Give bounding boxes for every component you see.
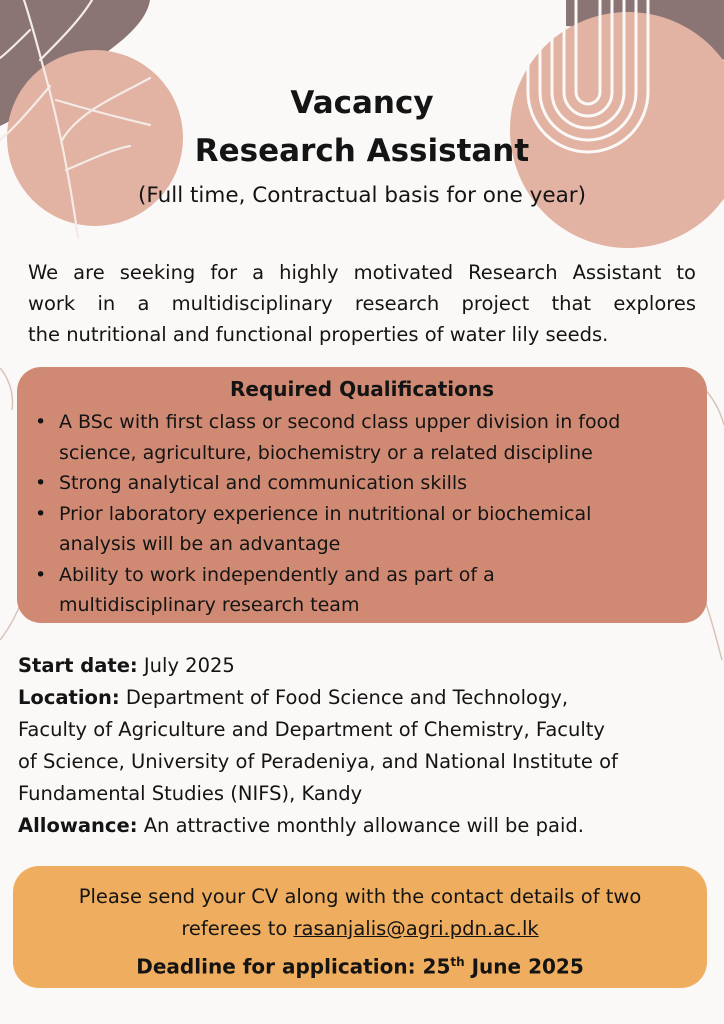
title-position: Research Assistant [194, 133, 530, 169]
bullet-icon: • [35, 411, 47, 433]
application-box [13, 866, 707, 988]
start-date-value: July 2025 [137, 654, 235, 677]
qualification-item [17, 560, 707, 621]
qualifications-heading: Required Qualifications [229, 377, 494, 401]
cta-line [13, 913, 707, 945]
location-line: Fundamental Studies (NIFS), Kandy [18, 782, 363, 805]
qualifications-list [17, 407, 707, 621]
location [18, 682, 718, 810]
allowance-value: An attractive monthly allowance will be paid. [137, 814, 584, 837]
qualification-text: analysis will be an advantage [59, 533, 341, 555]
bullet-icon: • [35, 472, 47, 494]
intro-line: the nutritional and functional properties of water lily seeds. [28, 323, 609, 346]
title-vacancy: Vacancy [290, 85, 434, 121]
allowance-label: Allowance: [18, 814, 138, 837]
qualification-item [17, 407, 707, 468]
start-date [18, 650, 718, 682]
location-value: Department of Food Science and Technology, [119, 686, 569, 709]
location-line: of Science, University of Peradeniya, and National Institute of [18, 750, 618, 773]
qualification-text: Prior laboratory experience in nutritional or biochemical [59, 502, 592, 525]
location-line [18, 682, 718, 714]
location-line: Faculty of Agriculture and Department of Chemistry, Faculty [18, 718, 605, 741]
email-link[interactable]: rasanjalis@agri.pdn.ac.lk [293, 917, 539, 940]
bullet-icon: • [35, 563, 47, 586]
qualification-text: A BSc with first class or second class upper division in food [59, 411, 621, 433]
intro-line: work in a multidisciplinary research project that explores [28, 292, 696, 315]
qualification-text: multidisciplinary research team [59, 594, 360, 616]
subtitle: (Full time, Contractual basis for one year) [138, 183, 586, 208]
qualification-text: Strong analytical and communication skills [59, 472, 468, 494]
deadline-ordinal: th [450, 955, 465, 969]
allowance [18, 810, 718, 842]
start-date-label: Start date: [18, 654, 138, 677]
intro-line: We are seeking for a highly motivated Research Assistant to [28, 261, 696, 284]
qualification-text: science, agriculture, biochemistry or a related discipline [59, 441, 593, 464]
location-label: Location: [18, 686, 120, 709]
qualifications-box [17, 367, 707, 623]
intro-paragraph [28, 257, 696, 350]
cta-prefix: referees to [181, 917, 294, 940]
qualification-item [17, 468, 707, 499]
details-section [18, 650, 718, 842]
qualification-item [17, 499, 707, 560]
deadline [13, 946, 707, 983]
cta-line: Please send your CV along with the contact details of two [78, 885, 642, 908]
deadline-suffix: June 2025 [464, 954, 584, 979]
bullet-icon: • [35, 502, 47, 525]
deadline-prefix: Deadline for application: 25 [136, 954, 451, 979]
qualification-text: Ability to work independently and as part of a [59, 563, 495, 586]
